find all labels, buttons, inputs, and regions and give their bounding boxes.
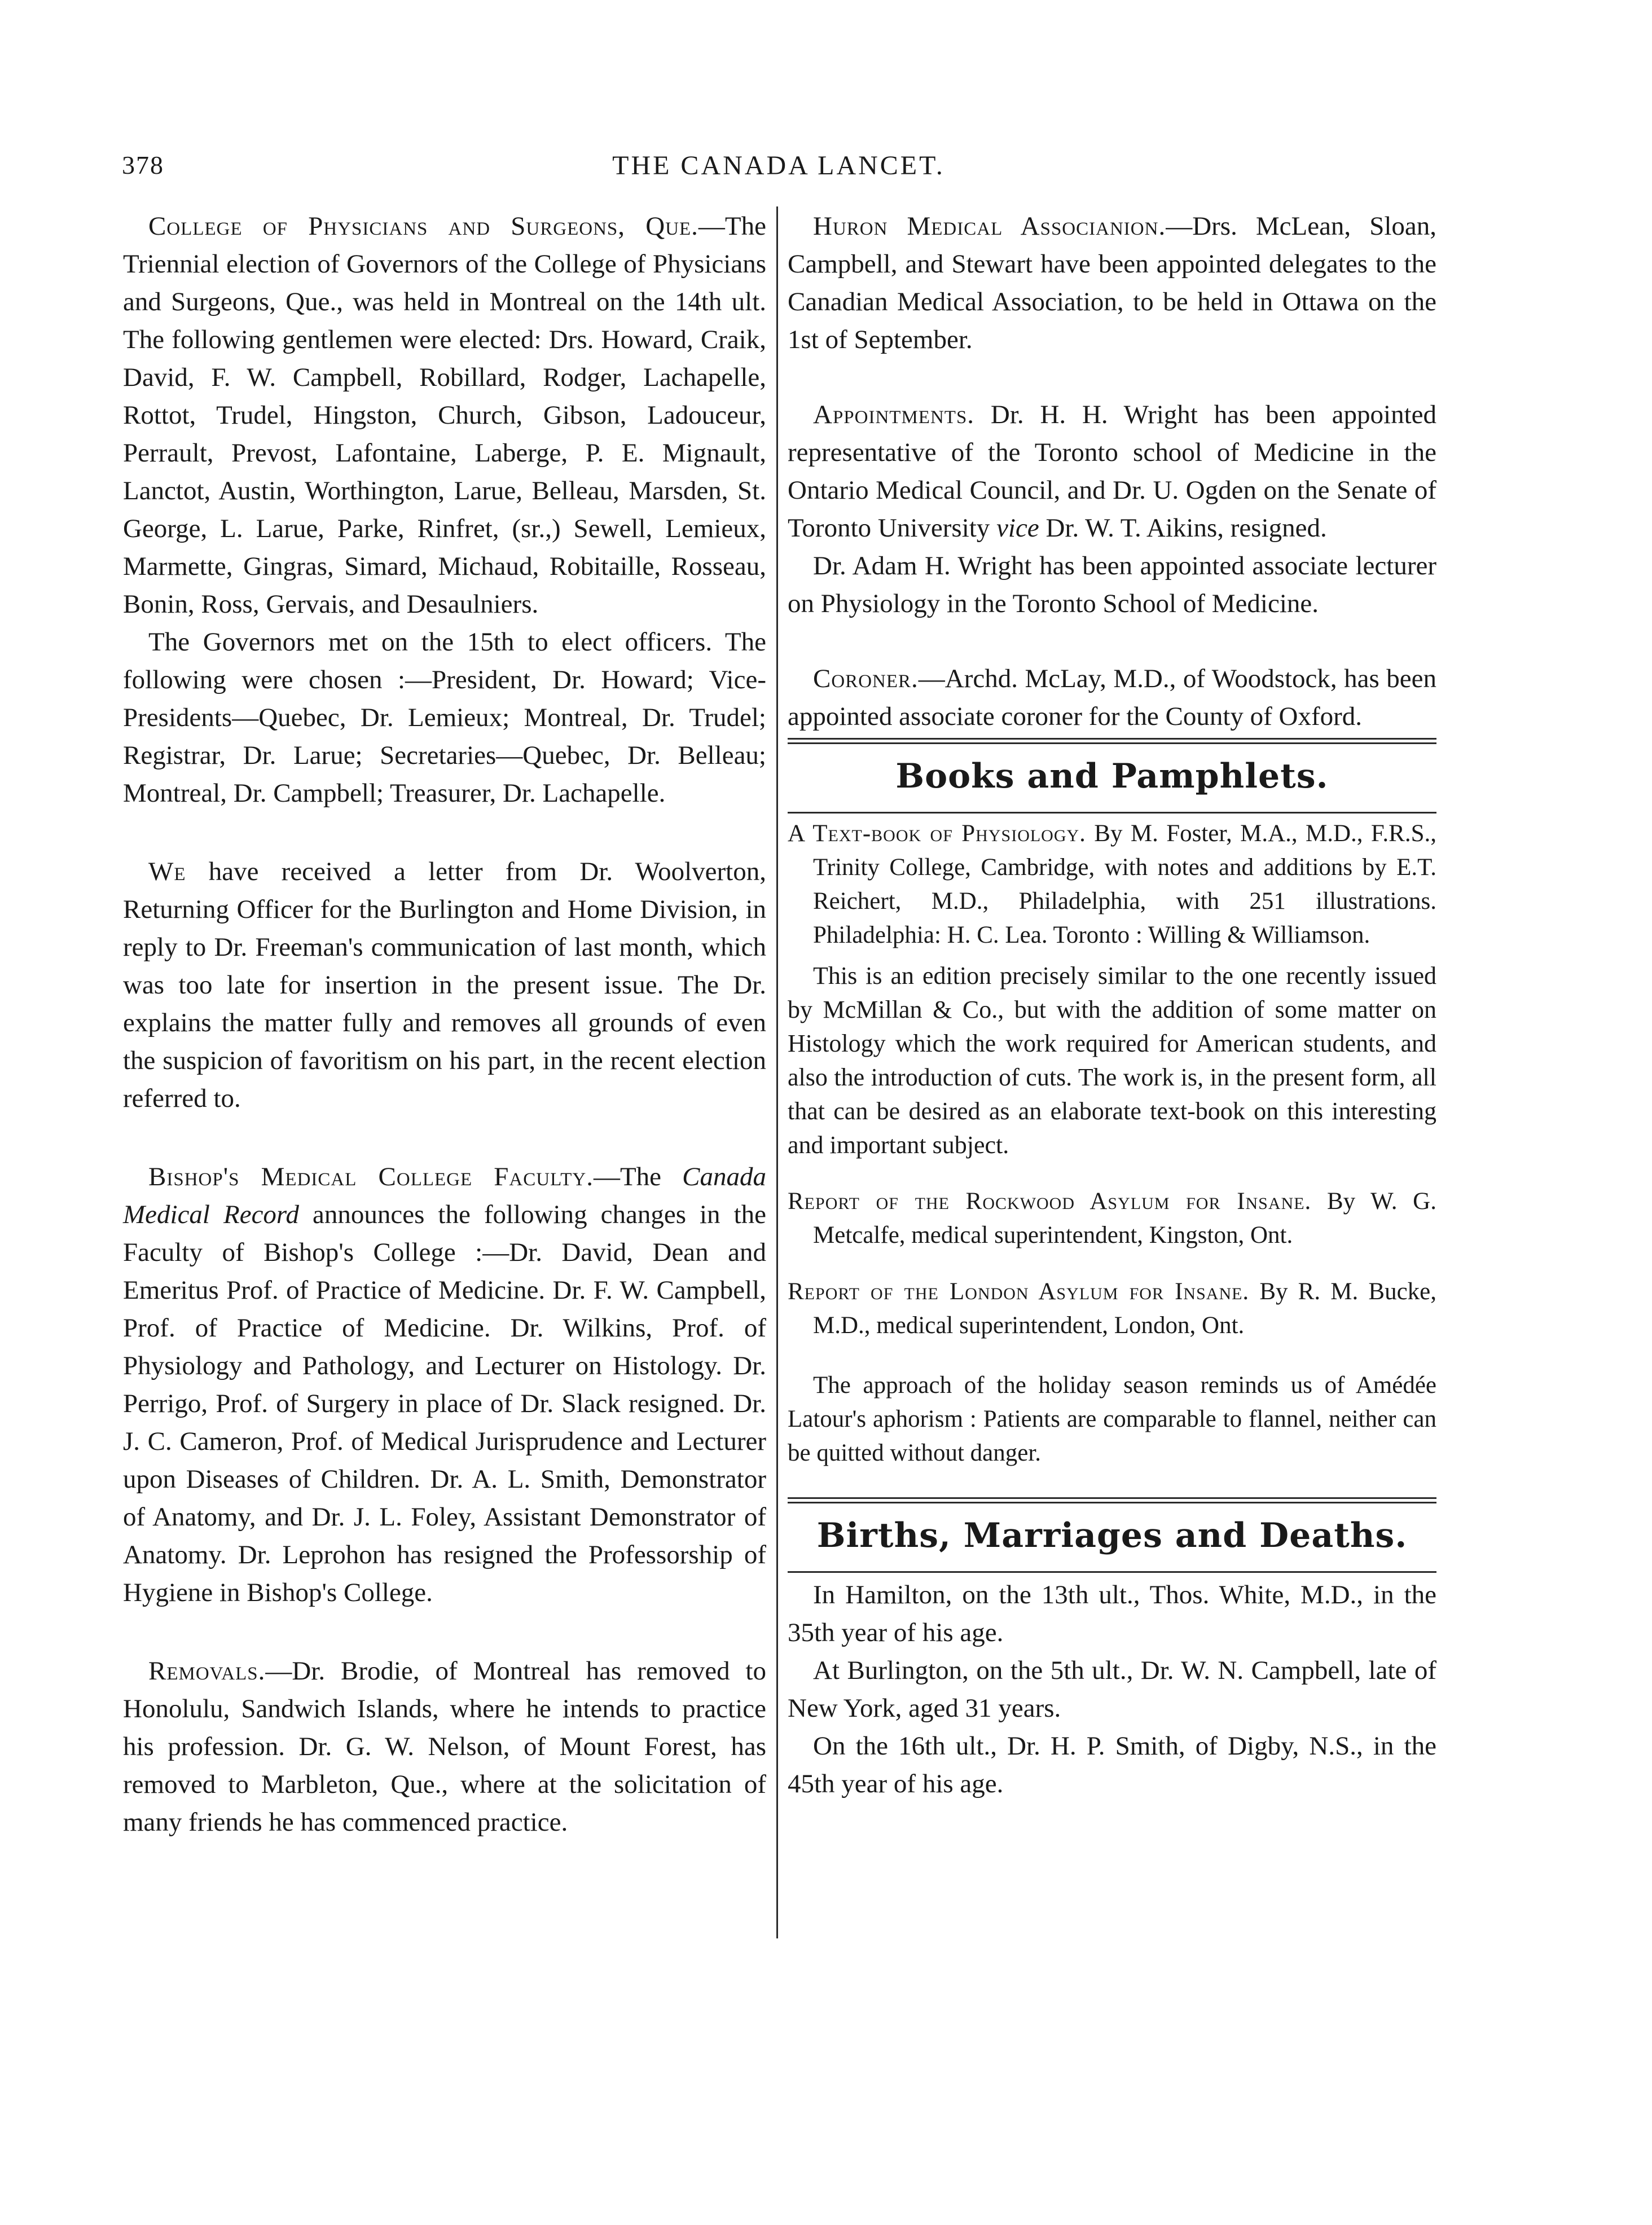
canada-medical-record: Canada Medical Record [123, 1162, 766, 1229]
page-number: 378 [122, 151, 164, 179]
physiology-review: This is an edition precisely similar to the one recently issued by McMillan & Co., but with the addition of some matter on Histology which the work required for American students, and also the introduction of cuts. The work is, in the present form, all that can be desired as an elaborate text-book on this interesting and important subject. [788, 962, 1436, 1159]
removals-heading: Removals. [148, 1656, 266, 1686]
huron-paragraph [788, 208, 1436, 359]
appointments-text: Dr. H. H. Wright has been appointed representative of the Toronto school of Medicine in the Ontario Medical Council, and Dr. U. Ogden on the Senate of Toronto University [788, 400, 1436, 543]
bishops-heading: Bishop's Medical College Faculty. [148, 1162, 594, 1191]
left-column [123, 208, 766, 1841]
removals-paragraph [123, 1652, 766, 1841]
london-text: By R. M. Bucke, M.D., medical superintendent, London, Ont. [813, 1278, 1436, 1339]
rockwood-title: Report of the Rockwood Asylum for Insane. [788, 1188, 1312, 1215]
appointments-paragraph [788, 396, 1436, 547]
college-que-paragraph [123, 208, 766, 623]
coroner-paragraph [788, 660, 1436, 736]
london-report [788, 1275, 1436, 1343]
bishops-paragraph [123, 1158, 766, 1612]
section-rule [788, 1571, 1436, 1573]
woolverton-paragraph [123, 853, 766, 1118]
coroner-heading: Coroner. [813, 664, 919, 693]
section-rule [788, 738, 1436, 744]
physiology-citation [788, 817, 1436, 952]
death-notice: On the 16th ult., Dr. H. P. Smith, of Digby, N.S., in the 45th year of his age. [788, 1731, 1436, 1799]
coroner-text: —Archd. McLay, M.D., of Woodstock, has been appointed associate coroner for the County of Oxford. [788, 664, 1436, 731]
woolverton-lead: We [148, 857, 186, 886]
section-rule [788, 812, 1436, 814]
huron-text: —Drs. McLean, Sloan, Campbell, and Stewart have been appointed delegates to the Canadian Medical Association, to be held in Ottawa on the 1st of September. [788, 212, 1437, 354]
vice-word: vice [996, 513, 1039, 543]
column-divider [776, 206, 778, 1938]
appointments-text-end: Dr. W. T. Aikins, resigned. [1039, 513, 1327, 543]
births-marriages-deaths-heading: Births, Marriages and Deaths. [816, 1516, 1408, 1555]
rockwood-text: By W. G. Metcalfe, medical superintendent, Kingston, Ont. [813, 1188, 1436, 1248]
books-pamphlets-heading: Books and Pamphlets. [895, 757, 1329, 796]
section-rule [788, 1497, 1436, 1503]
right-column [788, 208, 1436, 1803]
college-que-heading: College of Physicians and Surgeons, Que. [148, 212, 698, 241]
appointments-wright: Dr. Adam H. Wright has been appointed associate lecturer on Physiology in the Toronto School of Medicine. [788, 551, 1436, 618]
physiology-citation-text: By M. Foster, M.A., M.D., F.R.S., Trinity College, Cambridge, with notes and additions by E.T. Reichert, M.D., Philadelphia, with 251 illustrations. Philadelphia: H. C. Lea. Toronto : Willing & Williamson. [813, 820, 1436, 948]
death-notice: At Burlington, on the 5th ult., Dr. W. N. Campbell, late of New York, aged 31 years. [788, 1656, 1436, 1723]
college-que-text: —The Triennial election of Governors of the College of Physicians and Surgeons, Que., was held in Montreal on the 14th ult. The following gentlemen were elected: Drs. Howard, Craik, David, F. W. Campbell, Robillard, Rodger, Lachapelle, Rottot, Trudel, Hingston, Church, Gibson, Ladouceur, Perrault, Prevost, Lafontaine, Laberge, P. E. Mignault, Lanctot, Austin, Worthington, Larue, Belleau, Marsden, St. George, L. Larue, Parke, Rinfret, (sr.,) Sewell, Lemieux, Marmette, Gingras, Simard, Michaud, Robitaille, Rosseau, Bonin, Ross, Gervais, and Desaulniers. [123, 212, 766, 619]
rockwood-report [788, 1185, 1436, 1252]
london-title: Report of the London Asylum for Insane. [788, 1278, 1250, 1305]
woolverton-text: have received a letter from Dr. Woolverton, Returning Officer for the Burlington and Home Division, in reply to Dr. Freeman's communication of last month, which was too late for insertion in the present issue. The Dr. explains the matter fully and removes all grounds of even the suspicion of favoritism on his part, in the recent election referred to. [123, 857, 766, 1113]
removals-text: —Dr. Brodie, of Montreal has removed to Honolulu, Sandwich Islands, where he intends to practice his profession. Dr. G. W. Nelson, of Mount Forest, has removed to Marbleton, Que., where at the solicitation of many friends he has commenced practice. [123, 1656, 766, 1837]
page-header [122, 150, 1435, 195]
appointments-heading: Appointments. [813, 400, 975, 429]
bishops-dash: —The [593, 1162, 683, 1191]
death-notice: In Hamilton, on the 13th ult., Thos. White, M.D., in the 35th year of his age. [788, 1580, 1436, 1647]
journal-title: THE CANADA LANCET. [612, 151, 945, 181]
bishops-text: announces the following changes in the Faculty of Bishop's College :—Dr. David, Dean and Emeritus Prof. of Practice of Medicine. Dr. F. W. Campbell, Prof. of Practice of Medicine. Dr. Wilkins, Prof. of Physiology and Pathology, and Lecturer on Histology. Dr. Perrigo, Prof. of Surgery in place of Dr. Slack resigned. Dr. J. C. Cameron, Prof. of Medical Jurisprudence and Lecturer upon Diseases of Children. Dr. A. L. Smith, Demonstrator of Anatomy, and Dr. J. L. Foley, Assistant Demonstrator of Anatomy. Dr. Leprohon has resigned the Professorship of Hygiene in Bishop's College. [123, 1200, 766, 1607]
holiday-paragraph: The approach of the holiday season reminds us of Amédée Latour's aphorism : Patients are comparable to flannel, neither can be quitted without danger. [788, 1372, 1436, 1466]
college-que-officers: The Governors met on the 15th to elect officers. The following were chosen :—President, Dr. Howard; Vice-Presidents—Quebec, Dr. Lemieux; Montreal, Dr. Trudel; Registrar, Dr. Larue; Secretaries—Quebec, Dr. Belleau; Montreal, Dr. Campbell; Treasurer, Dr. Lachapelle. [123, 627, 766, 808]
physiology-title: A Text-book of Physiology. [788, 820, 1086, 847]
huron-heading: Huron Medical Associanion. [813, 212, 1166, 241]
